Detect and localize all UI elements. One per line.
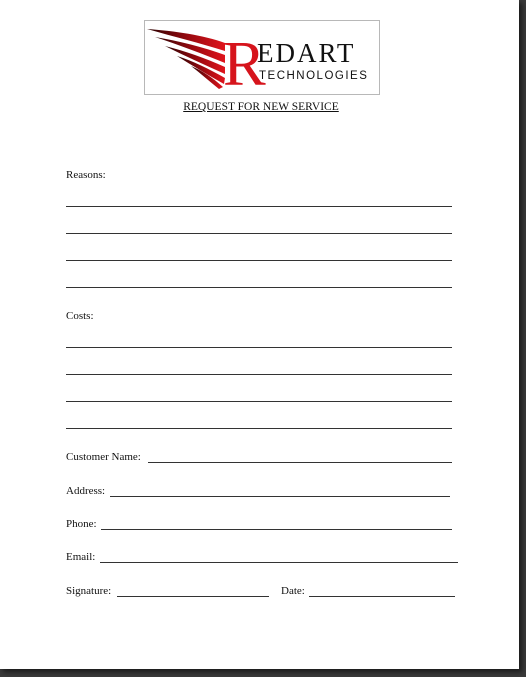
- signature-line[interactable]: [117, 596, 269, 597]
- reasons-line-4[interactable]: [66, 287, 452, 288]
- reasons-label: Reasons:: [66, 169, 106, 181]
- costs-line-1[interactable]: [66, 347, 452, 348]
- address-label: Address:: [66, 485, 106, 497]
- phone-label: Phone:: [66, 518, 97, 530]
- date-line[interactable]: [309, 596, 455, 597]
- signature-label: Signature:: [66, 585, 112, 597]
- svg-text:R: R: [223, 28, 266, 94]
- email-line[interactable]: [100, 562, 458, 563]
- company-logo: [144, 20, 380, 95]
- email-label: Email:: [66, 551, 96, 563]
- customer-name-label: Customer Name:: [66, 451, 141, 463]
- costs-line-4[interactable]: [66, 428, 452, 429]
- date-label: Date:: [281, 585, 305, 597]
- document-title: REQUEST FOR NEW SERVICE: [183, 101, 339, 113]
- costs-line-3[interactable]: [66, 401, 452, 402]
- address-line[interactable]: [110, 496, 450, 497]
- logo-brand-text: EDART: [257, 38, 356, 68]
- costs-label: Costs:: [66, 310, 94, 322]
- phone-line[interactable]: [101, 529, 452, 530]
- reasons-line-3[interactable]: [66, 260, 452, 261]
- reasons-line-1[interactable]: [66, 206, 452, 207]
- logo-tagline: TECHNOLOGIES: [259, 70, 369, 82]
- costs-line-2[interactable]: [66, 374, 452, 375]
- customer-name-line[interactable]: [148, 462, 452, 463]
- reasons-line-2[interactable]: [66, 233, 452, 234]
